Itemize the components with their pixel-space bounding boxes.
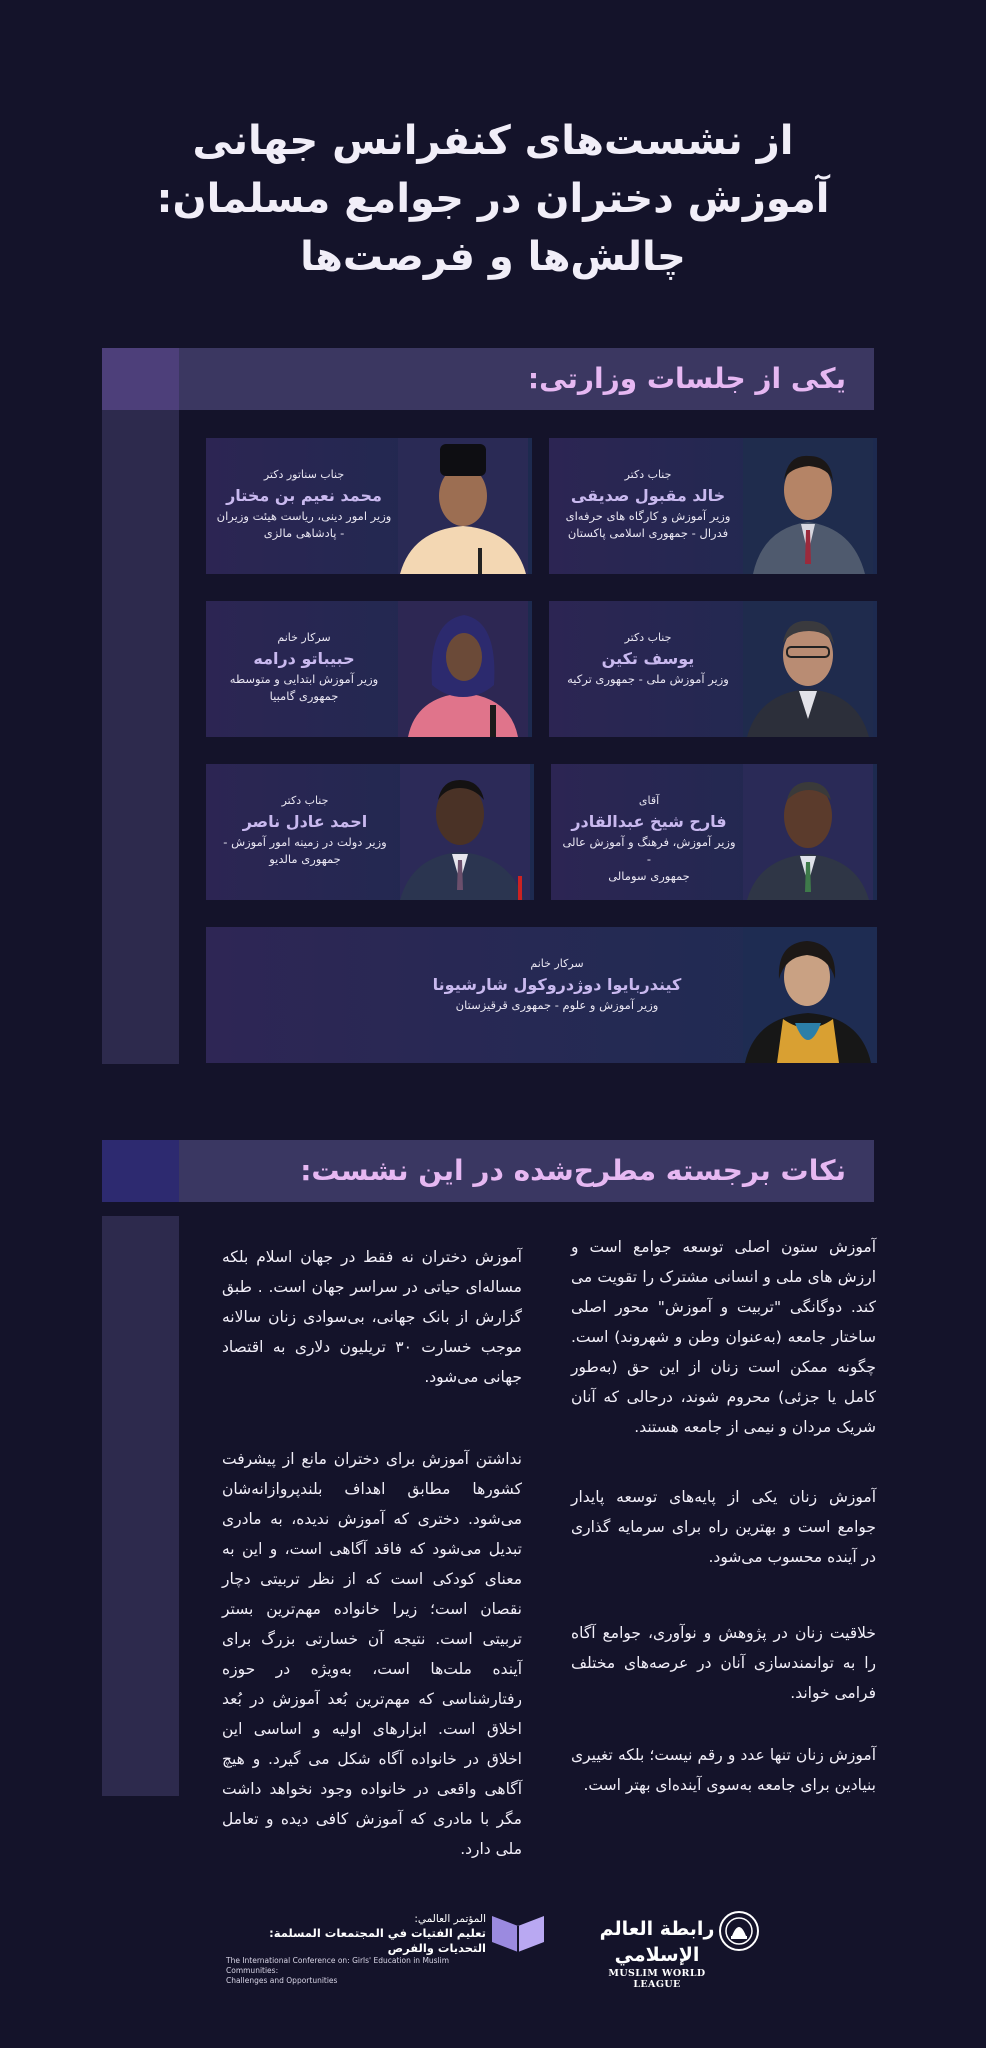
ministerial-heading: یکی از جلسات وزارتی: [527,362,846,395]
title-line-3: چالش‌ها و فرصت‌ها [300,234,686,280]
highlights-heading: نکات برجسته مطرح‌شده در این نشست: [300,1154,846,1187]
speaker-photo [400,764,530,900]
speaker-card [551,764,877,900]
speaker-honorific: آقای [638,794,660,807]
speaker-photo [743,764,873,900]
page-title [0,112,986,286]
speaker-text [216,792,394,868]
speaker-text [559,466,737,542]
speaker-text [427,955,687,1014]
conference-english-line-2: Challenges and Opportunities [226,1976,338,1985]
speaker-role: وزیر امور دینی، ریاست هیئت وزیران [216,509,392,523]
speaker-role: وزیر دولت در زمینه امور آموزش - [223,835,387,849]
speaker-text [216,466,392,542]
ministerial-side-bar [102,410,179,1064]
title-line-1: از نشست‌های کنفرانس جهانی [192,118,794,164]
speaker-honorific: سرکار خانم [277,631,331,644]
speaker-photo [743,927,873,1063]
speaker-name: خالد مقبول صدیقی [570,486,726,505]
highlight-paragraph: آموزش ستون اصلی توسعه جوامع است و ارزش های ملی و انسانی مشترک را تقویت می کند. دوگانگی "تربیت و آموزش" محور اصلی ساختار جامعه (به‌عنوان وطن و شهروند) است. چگونه ممکن است زنان از این حق (به‌طور کامل یا جزئی) محروم شوند، درحالی که آنان شریک مردان و نیمی از جامعه هستند. [571,1238,876,1436]
speaker-card [549,438,877,574]
speaker-role: وزیر آموزش و کارگاه های حرفه‌ای [565,509,731,523]
speaker-text [559,629,737,688]
speaker-role: وزیر آموزش و علوم - جمهوری قرقیزستان [455,998,659,1012]
conference-arabic-line-1: المؤتمر العالمي: [414,1913,486,1925]
highlight-paragraph: نداشتن آموزش برای دختران مانع از پیشرفت کشورها مطابق اهداف بلندپروازانه‌شان می‌شود. دختری که آموزش ندیده، به مادری تبدیل می‌شود که فاقد آگاهی است، و این به معنای کودکی است که از نظر تربیتی دچار نقصان است؛ زیرا خانواده مهم‌ترین بستر تربیتی است. نتیجه آن خسارتی بزرگ برای آینده ملت‌ها است، به‌ویژه در حوزه رفتارشناسی که مهم‌ترین بُعد آموزش در بُعد اخلاق است. ابزارهای اولیه و اساسی این اخلاق در خانواده آگاه شکل می گیرد. و هیچ آگاهی واقعی در خانواده وجود نخواهد داشت مگر با مادری که آموزش کافی دیده و تعامل ملی دارد. [222,1450,522,1858]
speaker-role: وزیر آموزش ابتدایی و متوسطه [229,672,379,686]
highlight-paragraph: آموزش زنان تنها عدد و رقم نیست؛ بلکه تغییری بنیادین برای جامعه به‌سوی آینده‌ای بهتر است. [571,1746,876,1794]
speaker-honorific: جناب دکتر [281,794,329,807]
header-accent [102,1140,179,1202]
speaker-photo [398,601,528,737]
speaker-role-country: فدرال - جمهوری اسلامی پاکستان [567,526,729,540]
speaker-honorific: جناب سناتور دکتر [263,468,345,481]
highlight-paragraph: خلاقیت زنان در پژوهش و نوآوری، جوامع آگاه را به توانمندسازی آنان در عرصه‌های مختلف فرامی خواند. [571,1624,876,1702]
mwl-english-name: MUSLIM WORLD LEAGUE [608,1968,706,1990]
speaker-card [206,764,534,900]
speaker-role-country: جمهوری مالدیو [269,852,341,866]
mwl-arabic-name: رابطة العالم الإسلامي [599,1918,715,1966]
speaker-name: حبیباتو درامه [253,649,355,668]
footer [0,1906,986,1990]
highlight-paragraph: آموزش زنان یکی از پایه‌های توسعه پایدار جوامع است و بهترین راه برای سرمایه گذاری در آینده محسوب می‌شود. [571,1488,876,1566]
title-line-2: آموزش دختران در جوامع مسلمان: [156,176,830,222]
mwl-emblem-icon [718,1910,760,1952]
speaker-card-wide [206,927,877,1063]
speaker-text [216,629,392,705]
speaker-role: وزیر آموزش ملی - جمهوری ترکیه [567,672,729,686]
speaker-role-country: جمهوری سومالی [608,869,690,883]
speaker-card [206,438,532,574]
speaker-name: فارح شیخ عبدالقادر [571,812,727,831]
speaker-role: وزیر آموزش، فرهنگ و آموزش عالی - [562,835,736,866]
highlights-section-header [102,1140,874,1202]
mwl-logo-text [598,1916,716,1990]
speaker-name: کیندربایوا دوژدروکول شارشیونا [432,975,682,994]
speaker-card [549,601,877,737]
speaker-name: محمد نعیم بن مختار [226,486,382,505]
conference-english-line-1: The International Conference on: Girls' Education in Muslim Communities: [226,1956,450,1975]
speaker-honorific: جناب دکتر [624,468,672,481]
speaker-name: یوسف تکین [601,649,695,668]
speaker-card [206,601,532,737]
speaker-role-country: - پادشاهی مالزی [263,526,345,540]
conference-arabic-line-2: تعليم الفتيات في المجتمعات المسلمة: التحديات والفرص [269,1926,486,1955]
conference-logo-text [226,1912,486,1986]
speaker-honorific: جناب دکتر [624,631,672,644]
open-book-icon [490,1912,546,1954]
speaker-photo [398,438,528,574]
speaker-role-country: جمهوری گامبیا [269,689,339,703]
header-accent [102,348,179,410]
speaker-name: احمد عادل ناصر [242,812,368,831]
speaker-photo [743,438,873,574]
speaker-text [561,792,737,885]
ministerial-section-header [102,348,874,410]
highlight-paragraph: آموزش دختران نه فقط در جهان اسلام بلکه مساله‌ای حیاتی در سراسر جهان است. . طبق گزارش از بانک جهانی، بی‌سوادی زنان سالانه موجب خسارت ۳۰ تریلیون دلاری به اقتصاد جهانی می‌شود. [222,1248,522,1386]
highlights-side-bar [102,1216,179,1796]
speaker-photo [743,601,873,737]
speaker-honorific: سرکار خانم [530,957,584,970]
